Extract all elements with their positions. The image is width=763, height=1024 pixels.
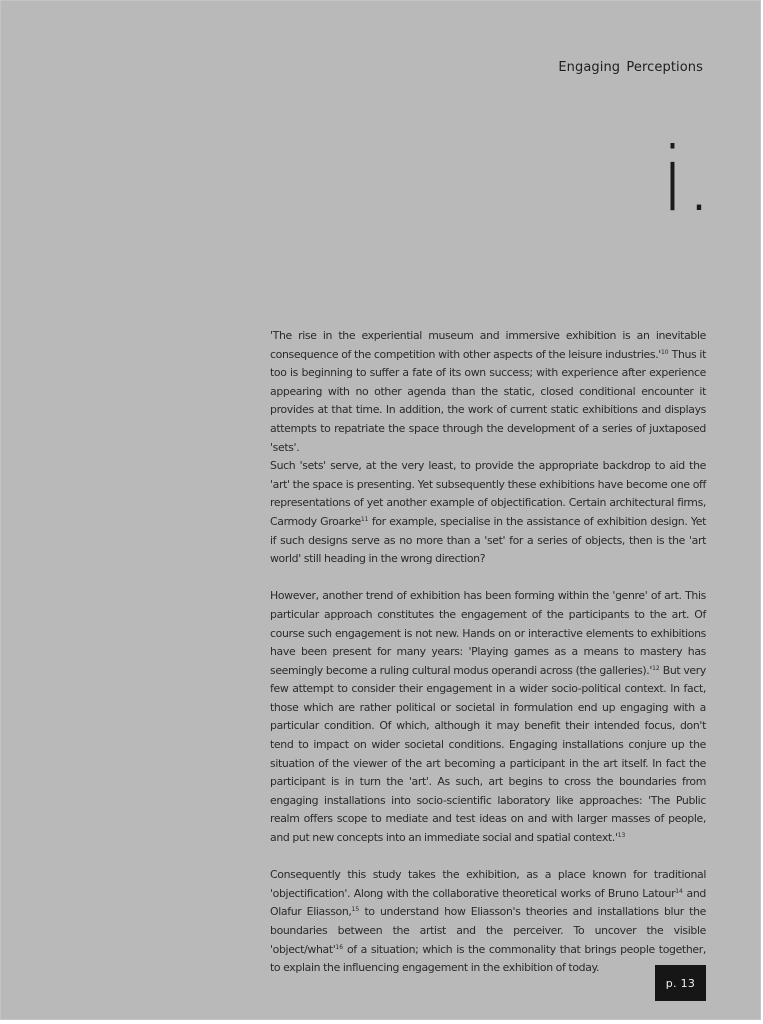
paragraph: 'The rise in the experiential museum and immersive exhibition is an inevitable consequence of the competition with other aspects of the leisure $industries.'^{10}$ Thus it too is beginning to suffer a fate of its own success; with experience after experience appearing with no other agenda than the static, closed conditional encounter it provides at that time. In addition, the work of current static exhibitions and displays attempts to repatriate the space through the development of a series of juxtaposed 'sets'. [270,329,706,454]
paragraph: Consequently this study takes the exhibition, as a place known for traditional 'objectification'. Along with the collaborative theoretical works of Bruno Latour$^{14}$ and Olafur Eliasson,$^{15}$ to understand how Eliasson's theories and installations blur the boundaries between the artist and the perceiver. To uncover the visible '$object/what'^{16}$ of a situation; which is the commonality that brings people together, to explain the influencing engagement in the exhibition of today. [270,868,706,975]
page-number-badge: p. 13 [655,965,706,1001]
footnote-ref: 13 [617,832,626,840]
running-head: Engaging Perceptions [558,60,703,75]
paragraph: Such 'sets' serve, at the very least, to provide the appropriate backdrop to aid the 'art' the space is presenting. Yet subsequently these exhibitions have become one off representations of yet another example of objectification. Certain architectural firms, Carmody Groarke$^{11}$ for example, specialise in the assistance of exhibition design. Yet if such designs serve as no more than a 'set' for a series of objects, then is the 'art world' still heading in the wrong direction? [270,459,706,566]
footnote-ref: 16 [335,943,344,951]
footnote-ref: 12 [652,664,660,672]
body-text [270,327,706,978]
footnote-ref: 14 [675,887,683,895]
section-numeral: i. [660,128,713,231]
footnote-ref: 10 [660,348,669,356]
paragraph: However, another trend of exhibition has been forming within the 'genre' of art. This particular approach constitutes the engagement of the participants to the art. Of course such engagement is not new. Hands on or interactive elements to exhibitions have been present for many years: 'Playing games as a means to mastery has seemingly become a ruling cultural modus operandi across (the $galleries).'^{12}$ But very few attempt to consider their engagement in a wider socio-political context. In fact, those which are rather political or societal in formulation end up engaging with a particular condition. Of which, although it may benefit their intended focus, don't tend to impact on wider societal conditions. Engaging installations conjure up the situation of the viewer of the art becoming a participant in the art itself. In fact the participant is in turn the 'art'. As such, art begins to cross the boundaries from engaging installations into socio-scientific laboratory like approaches: 'The Public realm offers scope to mediate and test ideas on and with larger masses of people, and put new concepts into an immediate social and spatial $context.'^{13}$ [270,589,706,845]
footnote-ref: 15 [351,906,360,914]
footnote-ref: 11 [360,515,369,523]
